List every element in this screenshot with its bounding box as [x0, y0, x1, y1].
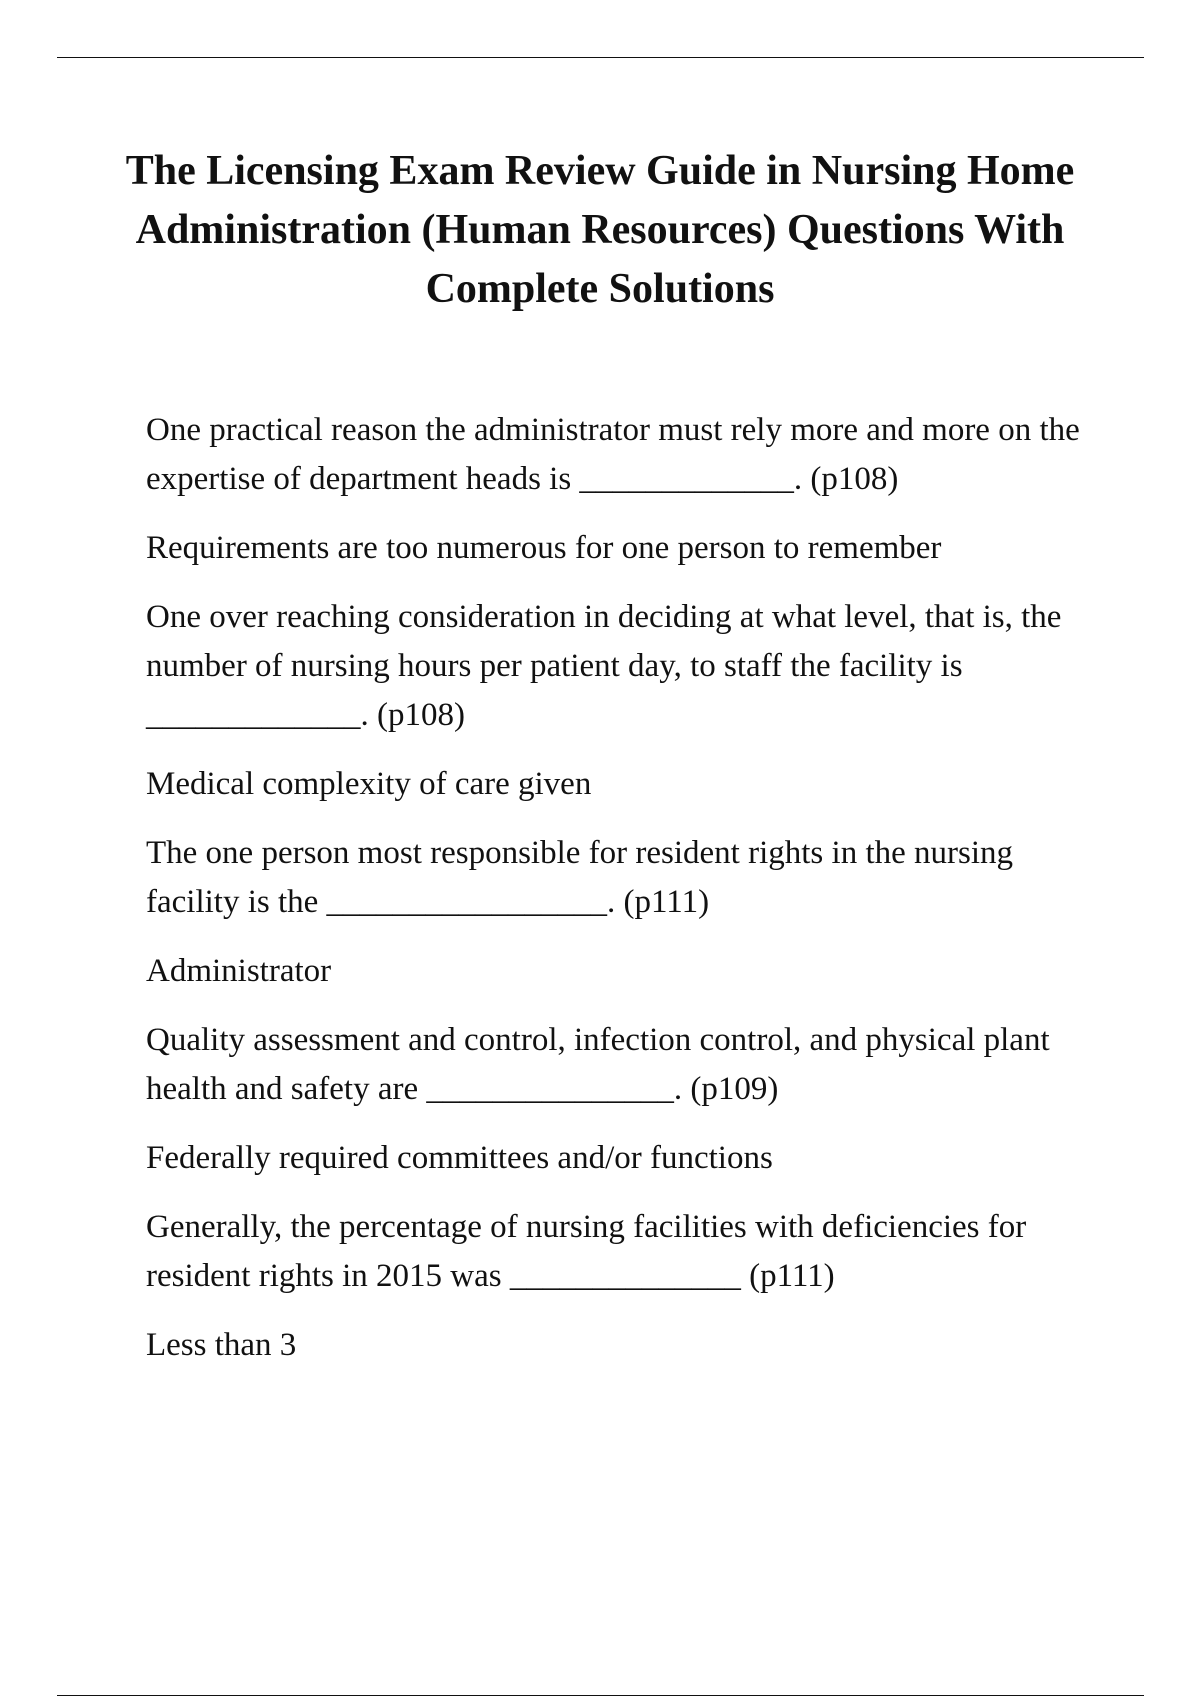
question-text: Generally, the percentage of nursing facilities with deficiencies for resident rights in 2015 was ______________ (p111) [146, 1209, 1027, 1294]
bottom-rule [57, 1695, 1144, 1696]
question-text: Quality assessment and control, infection control, and physical plant health and safety are _______________. (p109) [146, 1022, 1050, 1107]
qa-item [146, 406, 1106, 573]
answer-text: Administrator [146, 953, 332, 989]
answer-text: Federally required committees and/or functions [146, 1140, 773, 1176]
qa-item [146, 1016, 1106, 1183]
qa-item [146, 829, 1106, 996]
answer-text: Less than 3 [146, 1327, 297, 1363]
answer-text: Requirements are too numerous for one person to remember [146, 530, 942, 566]
qa-item [146, 1203, 1106, 1370]
qa-list [146, 406, 1106, 1390]
top-rule [57, 57, 1144, 58]
answer-text: Medical complexity of care given [146, 766, 592, 802]
question-text: The one person most responsible for resident rights in the nursing facility is the _________________. (p111) [146, 835, 1014, 920]
question-text: One practical reason the administrator must rely more and more on the expertise of department heads is _____________. (p108) [146, 412, 1080, 497]
question-text: One over reaching consideration in deciding at what level, that is, the number of nursing hours per patient day, to staff the facility is _____________. (p108) [146, 599, 1062, 733]
qa-item [146, 593, 1106, 809]
document-title: The Licensing Exam Review Guide in Nursing Home Administration (Human Resources) Questions With Complete Solutions [125, 148, 1075, 312]
